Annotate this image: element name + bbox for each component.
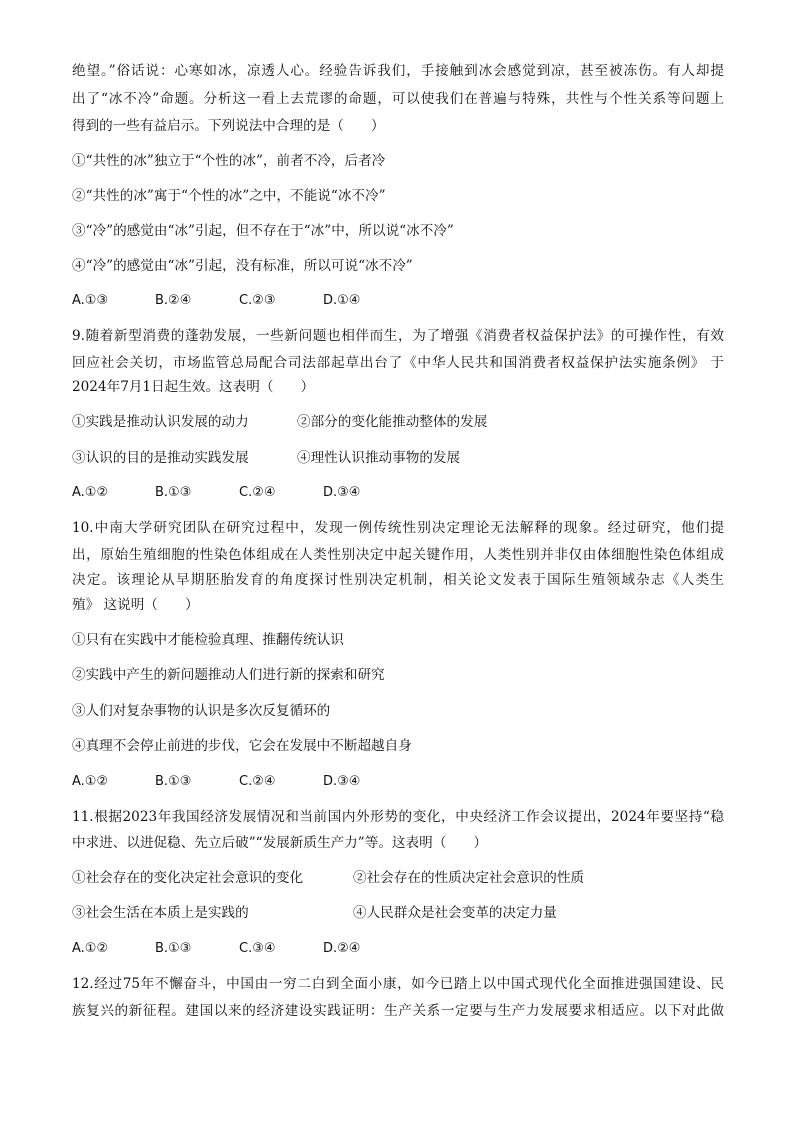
q11-item-2: ②社会存在的性质决定社会意识的性质: [353, 870, 585, 886]
q8-item-4: ④“冷”的感觉由“冰”引起，没有标准，所以可说“冰不冷”: [72, 258, 413, 274]
q10-item-1: ①只有在实践中才能检验真理、推翻传统认识: [72, 632, 344, 648]
q11-stem-line-1: 11.根据2023年我国经济发展情况和当前国内外形势的变化，中央经济工作会议提出，2024年要坚持“稳: [72, 809, 724, 825]
q9-stem-line-2: 回应社会关切，市场监管总局配合司法部起草出台了《中华人民共和国消费者权益保护法实施条例》 于: [72, 355, 724, 371]
q8-choice-c: C.②③: [239, 293, 276, 308]
q11-choice-b: B.①③: [155, 941, 192, 956]
q9-choice-c: C.②④: [239, 485, 276, 500]
q8-stem-line-1: 绝望。”俗话说：心寒如冰，凉透人心。经验告诉我们，手接触到冰会感觉到凉，甚至被冻伤。有人却提: [72, 63, 724, 79]
q8-choice-d: D.①④: [323, 293, 361, 308]
q9-choice-b: B.①③: [155, 485, 192, 500]
q9-item-2: ②部分的变化能推动整体的发展: [297, 414, 488, 430]
q10-choice-c: C.②④: [239, 774, 276, 789]
q10-item-2: ②实践中产生的新问题推动人们进行新的探索和研究: [72, 667, 385, 683]
q8-item-2: ②“共性的冰”寓于“个性的冰”之中，不能说“冰不冷”: [72, 188, 386, 204]
q10-item-4: ④真理不会停止前进的步伐，它会在发展中不断超越自身: [72, 738, 412, 754]
q9-choice-d: D.③④: [323, 485, 361, 500]
q8-choice-b: B.②④: [155, 293, 192, 308]
q8-choice-a: A.①③: [72, 293, 109, 308]
q10-item-3: ③人们对复杂事物的认识是多次反复循环的: [72, 703, 331, 719]
q9-stem-line-1: 9.随着新型消费的蓬勃发展，一些新问题也相伴而生，为了增强《消费者权益保护法》的可操作性，有效: [72, 328, 724, 344]
q10-choice-a: A.①②: [72, 774, 109, 789]
q9-choice-a: A.①②: [72, 485, 109, 500]
q11-stem-line-2: 中求进、以进促稳、先立后破”“发展新质生产力”等。这表明（ ）: [72, 835, 488, 851]
q11-choice-a: A.①②: [72, 941, 109, 956]
q9-item-3: ③认识的目的是推动实践发展: [72, 450, 249, 466]
q11-item-3: ③社会生活在本质上是实践的: [72, 905, 249, 921]
q11-item-1: ①社会存在的变化决定社会意识的变化: [72, 870, 304, 886]
q9-stem-line-3: 2024年7月1日起生效。这表明（ ）: [72, 379, 315, 395]
q10-stem-line-3: 决定。该理论从早期胚胎发育的角度探讨性别决定机制，相关论文发表于国际生殖领域杂志《人类生: [72, 572, 724, 588]
q8-item-3: ③“冷”的感觉由“冰”引起，但不存在于“冰”中，所以说“冰不冷”: [72, 223, 454, 239]
q8-stem-line-2: 出了“冰不冷”命题。分析这一看上去荒谬的命题，可以使我们在普遍与特殊，共性与个性关系等问题上: [72, 91, 724, 107]
q8-stem-line-3: 得到的一些有益启示。下列说法中合理的是（ ）: [72, 118, 385, 134]
q10-choice-d: D.③④: [323, 774, 361, 789]
q10-stem-line-1: 10.中南大学研究团队在研究过程中，发现一例传统性别决定理论无法解释的现象。经过研究，他们提: [72, 520, 724, 536]
q12-stem-line-1: 12.经过75年不懈奋斗，中国由一穷二白到全面小康，如今已踏上以中国式现代化全面推进强国建设、民: [72, 976, 724, 992]
q9-item-1: ①实践是推动认识发展的动力: [72, 414, 249, 430]
q10-stem-line-4: 殖》 这说明（ ）: [72, 597, 199, 613]
q8-item-1: ①“共性的冰”独立于“个性的冰”，前者不冷，后者冷: [72, 153, 386, 169]
q11-item-4: ④人民群众是社会变革的决定力量: [353, 905, 557, 921]
q10-choice-b: B.①③: [155, 774, 192, 789]
q11-choice-d: D.②④: [323, 941, 361, 956]
q12-stem-line-2: 族复兴的新征程。建国以来的经济建设实践证明：生产关系一定要与生产力发展要求相适应。以下对此做: [72, 1003, 724, 1019]
q10-stem-line-2: 出，原始生殖细胞的性染色体组成在人类性别决定中起关键作用，人类性别并非仅由体细胞性染色体组成: [72, 547, 724, 563]
q9-item-4: ④理性认识推动事物的发展: [297, 450, 461, 466]
q11-choice-c: C.③④: [239, 941, 276, 956]
